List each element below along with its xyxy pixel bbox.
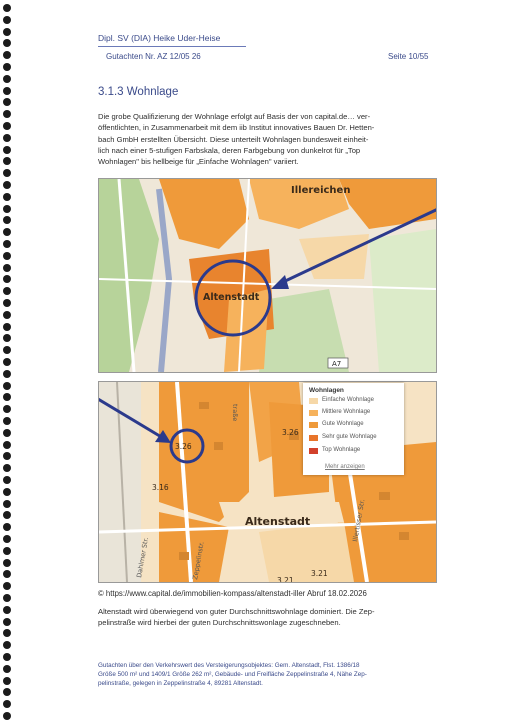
- street-label: Zeppelinstr.: [191, 541, 206, 581]
- binding-hole: [3, 712, 11, 720]
- spiral-binding: [0, 0, 18, 720]
- street-label: Dahlmer Str.: [135, 536, 151, 579]
- binding-hole: [3, 334, 11, 342]
- binding-hole: [3, 452, 11, 460]
- legend-title: Wohnlagen: [309, 387, 344, 394]
- report-reference: Gutachten Nr. AZ 12/05 26: [106, 52, 201, 61]
- paragraph-line: Die grobe Qualifizierung der Wohnlage erfolgt auf Basis der von capital.de… ver-: [98, 112, 371, 121]
- binding-hole: [3, 500, 11, 508]
- binding-hole: [3, 405, 11, 413]
- binding-hole: [3, 429, 11, 437]
- binding-hole: [3, 205, 11, 213]
- street-label: traße: [231, 404, 239, 422]
- header-divider: [98, 46, 246, 47]
- binding-hole: [3, 476, 11, 484]
- binding-hole: [3, 98, 11, 106]
- overview-map: [98, 178, 437, 373]
- binding-hole: [3, 393, 11, 401]
- binding-hole: [3, 228, 11, 236]
- footer-line: Größe 500 m² und 1409/1 Größe 262 m², Gebäude- und Freifläche Zeppelinstraße 4, Nähe Zep-: [98, 671, 367, 678]
- binding-hole: [3, 417, 11, 425]
- legend-label: Mittlere Wohnlage: [322, 409, 371, 415]
- binding-hole: [3, 157, 11, 165]
- binding-hole: [3, 382, 11, 390]
- score-label: 3.21: [311, 569, 328, 578]
- binding-hole: [3, 665, 11, 673]
- legend-swatch: [309, 398, 318, 404]
- binding-hole: [3, 618, 11, 626]
- binding-hole: [3, 594, 11, 602]
- binding-hole: [3, 570, 11, 578]
- binding-hole: [3, 629, 11, 637]
- binding-hole: [3, 370, 11, 378]
- binding-hole: [3, 28, 11, 36]
- binding-hole: [3, 110, 11, 118]
- binding-hole: [3, 606, 11, 614]
- binding-hole: [3, 582, 11, 590]
- binding-hole: [3, 535, 11, 543]
- binding-hole: [3, 688, 11, 696]
- binding-hole: [3, 39, 11, 47]
- source-caption: © https://www.capital.de/immobilien-kompass/altenstadt-iller Abruf 18.02.2026: [98, 589, 367, 598]
- binding-hole: [3, 146, 11, 154]
- legend-label: Sehr gute Wohnlage: [322, 434, 377, 440]
- binding-hole: [3, 323, 11, 331]
- binding-hole: [3, 346, 11, 354]
- page-footer: [98, 661, 440, 688]
- conclusion-paragraph: [98, 606, 440, 629]
- binding-hole: [3, 216, 11, 224]
- paragraph-line: Altenstadt wird überwiegend von guter Durchschnittswohnlage dominiert. Die Zep-: [98, 607, 375, 616]
- binding-hole: [3, 441, 11, 449]
- binding-hole: [3, 63, 11, 71]
- binding-hole: [3, 75, 11, 83]
- binding-hole: [3, 488, 11, 496]
- binding-hole: [3, 653, 11, 661]
- binding-hole: [3, 51, 11, 59]
- road-badge: A7: [332, 360, 342, 368]
- binding-hole: [3, 299, 11, 307]
- binding-hole: [3, 677, 11, 685]
- legend-swatch: [309, 448, 318, 454]
- town-label: Altenstadt: [203, 292, 260, 303]
- binding-hole: [3, 311, 11, 319]
- paragraph-line: pelinstraße wird hierbei der guten Durchschnittswonlage zugeschneben.: [98, 618, 341, 628]
- legend-more-link[interactable]: Mehr anzeigen: [325, 464, 365, 470]
- binding-hole: [3, 181, 11, 189]
- binding-hole: [3, 16, 11, 24]
- intro-paragraph: [98, 111, 440, 167]
- binding-hole: [3, 358, 11, 366]
- binding-hole: [3, 134, 11, 142]
- binding-hole: [3, 287, 11, 295]
- binding-hole: [3, 122, 11, 130]
- legend-swatch: [309, 435, 318, 441]
- binding-hole: [3, 464, 11, 472]
- footer-line: pelinstraße, gelegen in Zeppelinstraße 4, 89281 Altenstadt.: [98, 680, 263, 687]
- author-name: Dipl. SV (DIA) Heike Uder-Heise: [98, 33, 221, 43]
- binding-hole: [3, 4, 11, 12]
- town-label: Altenstadt: [245, 515, 311, 528]
- binding-hole: [3, 240, 11, 248]
- paragraph-line: lich nach einer 5-stufigen Farbskala, deren Farbgebung von dunkelrot für „Top: [98, 145, 361, 155]
- binding-hole: [3, 559, 11, 567]
- page-number: Seite 10/55: [388, 52, 429, 61]
- paragraph-line: Wohnlagen" bis hellbeige für „Einfache Wohnlagen" variiert.: [98, 157, 299, 167]
- binding-hole: [3, 547, 11, 555]
- score-label: 3.16: [152, 483, 169, 492]
- paragraph-line: bach GmbH erstellten Übersicht. Diese unterteilt Wohnlagen bundesweit einheit-: [98, 134, 369, 144]
- binding-hole: [3, 264, 11, 272]
- legend-label: Gute Wohnlage: [322, 421, 364, 427]
- binding-hole: [3, 275, 11, 283]
- score-label: 3.26: [282, 428, 299, 437]
- legend-swatch: [309, 422, 318, 428]
- score-label: 3.26: [175, 442, 192, 451]
- binding-hole: [3, 511, 11, 519]
- binding-hole: [3, 252, 11, 260]
- score-label: 3.21: [277, 576, 294, 582]
- legend-label: Top Wohnlage: [322, 447, 361, 453]
- village-label: Illereichen: [291, 185, 351, 196]
- section-title: 3.1.3 Wohnlage: [98, 86, 179, 98]
- footer-line: Gutachten über den Verkehrswert des Versteigerungsobjektes: Gem. Altenstadt, Flst. 1386/18: [98, 662, 360, 669]
- binding-hole: [3, 169, 11, 177]
- street-label: Illertisser Str.: [351, 498, 367, 543]
- legend-swatch: [309, 410, 318, 416]
- paragraph-line: öffentlichten, in Zusammenarbeit mit dem iib Institut innovatives Bauen Dr. Hetten-: [98, 123, 375, 133]
- binding-hole: [3, 193, 11, 201]
- binding-hole: [3, 700, 11, 708]
- binding-hole: [3, 87, 11, 95]
- map-legend: [303, 383, 404, 475]
- binding-hole: [3, 523, 11, 531]
- legend-label: Einfache Wohnlage: [322, 397, 374, 403]
- binding-hole: [3, 641, 11, 649]
